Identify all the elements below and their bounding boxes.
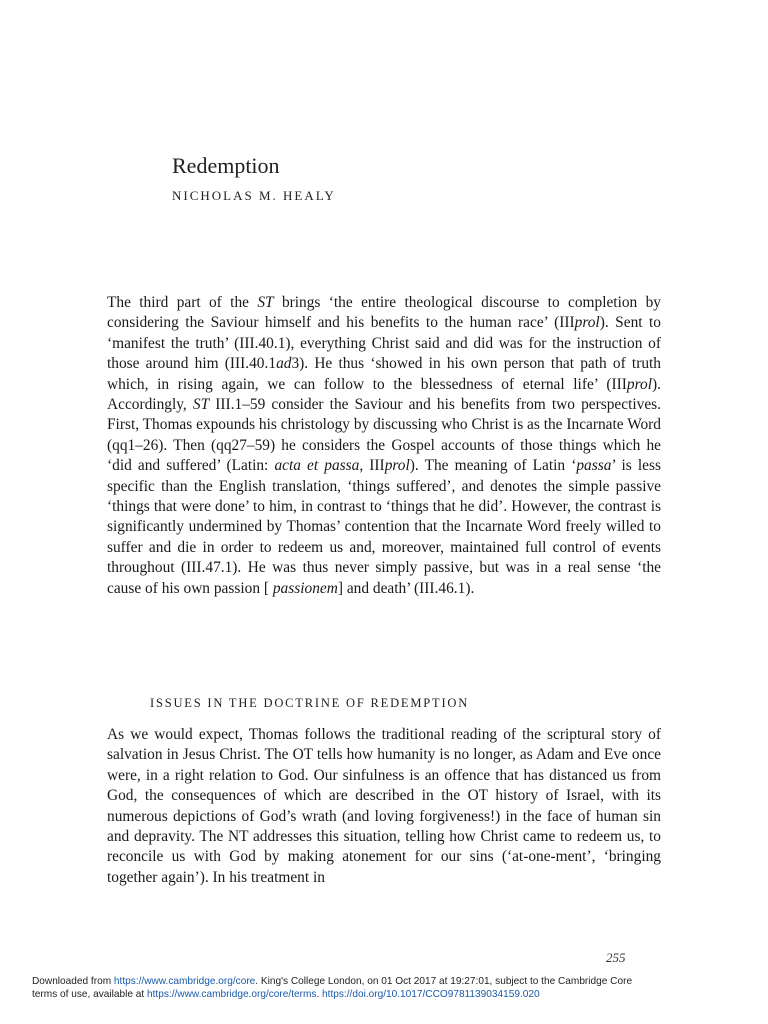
italic-term: prol	[626, 375, 653, 393]
footer-line-1	[32, 975, 752, 988]
footer-prefix: Downloaded from	[32, 976, 114, 987]
section-paragraph	[107, 725, 661, 888]
download-footer	[32, 975, 752, 1001]
italic-term: passionem	[272, 579, 338, 597]
italic-term: prol	[574, 314, 600, 332]
footer-terms-prefix: terms of use, available at	[32, 989, 148, 1000]
italic-term: prol	[384, 457, 410, 475]
intro-paragraph	[107, 293, 661, 599]
footer-suffix: . King's College London, on 01 Oct 2017 at 19:27:01, subject to the Cambridge Core	[255, 976, 633, 987]
italic-term: acta et passa	[274, 457, 360, 475]
italic-term: ad	[276, 355, 292, 373]
italic-term: ST	[257, 294, 274, 311]
chapter-author: NICHOLAS M. HEALY	[172, 188, 336, 203]
footer-line-2	[32, 988, 752, 1001]
doi-link[interactable]: https://doi.org/10.1017/CCO9781139034159.020	[322, 989, 540, 1000]
page-number: 255	[606, 950, 626, 965]
section-heading: ISSUES IN THE DOCTRINE OF REDEMPTION	[150, 696, 470, 710]
section-paragraph-text: As we would expect, Thomas follows the traditional reading of the scriptural story of salvation in Jesus Christ. The OT tells how humanity is no longer, as Adam and Eve once were, in a right relation to God. Our sinfulness is an offence that has distanced us from God, the consequences of which are described in the OT history of Israel, with its numerous depictions of God’s wrath (and loving forgiveness!) in the face of human sin and depravity. The NT addresses this situation, telling how Christ came to redeem us, to reconcile us with God by making atonement for our sins (‘at-one-ment’, ‘bringing together again’). In his treatment in	[107, 726, 661, 886]
italic-term: ST	[192, 396, 210, 414]
intro-paragraph-text: The third part of the ST brings ‘the entire theological discourse to completion by considering the Saviour himself and his benefits to the human race’ (IIIprol). Sent to ‘manifest the truth’ (III.40.1), everything Christ said and did was for the instruction of those around him (III.40.1ad3). He thus ‘showed in his own person that path of truth which, in rising again, we can follow to the blessedness of eternal life’ (IIIprol). Accordingly, ST III.1–59 consider the Saviour and his benefits from two perspectives. First, Thomas expounds his christology by discussing who Christ is as the Incarnate Word (qq1–26). Then (qq27–59) he considers the Gospel accounts of those things which he ‘did and suffered’ (Latin: acta et passa, IIIprol). The meaning of Latin ‘passa’ is less specific than the English translation, ‘things suffered’, and denotes the simple passive ‘things that were done’ to him, in contrast to ‘things that he did’. However, the contrast is significantly undermined by Thomas’ contention that the Incarnate Word freely willed to suffer and die in order to redeem us and, moreover, maintained full control of events throughout (III.47.1). He was thus never simply passive, but was in a real sense ‘the cause of his own passion [ passionem] and death’ (III.46.1).	[107, 294, 661, 597]
italic-term: passa	[576, 457, 612, 475]
chapter-title: Redemption	[172, 153, 280, 178]
footer-separator: .	[316, 989, 323, 1000]
cambridge-core-link[interactable]: https://www.cambridge.org/core	[113, 976, 256, 987]
terms-link[interactable]: https://www.cambridge.org/core/terms	[147, 989, 317, 1000]
